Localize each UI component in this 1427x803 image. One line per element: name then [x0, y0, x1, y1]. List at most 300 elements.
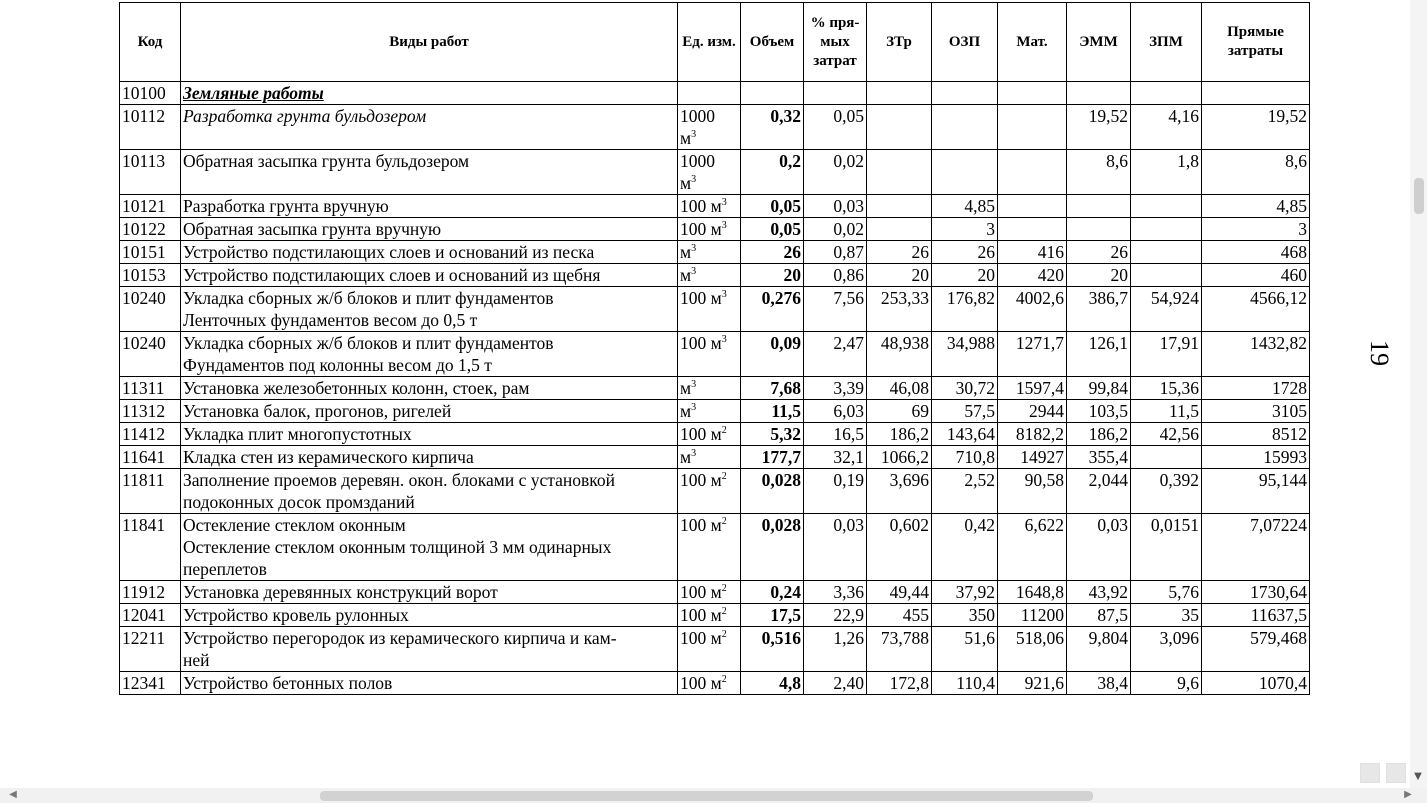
row-unit-measure: 100 м: [680, 515, 722, 535]
row-name-line: Разработка грунта вручную: [183, 196, 389, 216]
row-emm: 99,84: [1067, 377, 1131, 400]
row-unit-measure: 100 м: [680, 582, 722, 602]
row-unit: [678, 195, 741, 218]
row-direct: 3: [1202, 218, 1310, 241]
row-name-line: Установка деревянных конструкций ворот: [183, 582, 498, 602]
table-row: [120, 469, 1310, 514]
row-ozp: 143,64: [932, 423, 998, 446]
row-name-line: Обратная засыпка грунта бульдозером: [183, 151, 470, 171]
row-ozp: 350: [932, 604, 998, 627]
row-ozp: 20: [932, 264, 998, 287]
chevron-down-icon[interactable]: ▼: [1414, 771, 1422, 782]
row-zpm: 5,76: [1131, 581, 1202, 604]
header-unit: Ед. изм.: [678, 3, 741, 82]
row-ozp: 2,52: [932, 469, 998, 514]
row-unit-measure: м: [680, 242, 692, 262]
row-name: [181, 672, 678, 695]
row-pct: 0,03: [804, 514, 867, 581]
row-unit-measure: 100 м: [680, 605, 722, 625]
row-ztr: 1066,2: [867, 446, 932, 469]
table-row: [120, 105, 1310, 150]
page-nav-button-right[interactable]: [1386, 763, 1406, 783]
row-emm: 19,52: [1067, 105, 1131, 150]
row-emm: [1067, 195, 1131, 218]
row-unit-power: 3: [721, 289, 727, 301]
row-name-line: Обратная засыпка грунта вручную: [183, 219, 442, 239]
row-code: 10240: [120, 287, 181, 332]
row-ztr: 3,696: [867, 469, 932, 514]
row-direct: 4566,12: [1202, 287, 1310, 332]
row-ztr: [867, 195, 932, 218]
row-direct: 8,6: [1202, 150, 1310, 195]
row-unit: [678, 469, 741, 514]
row-name: [181, 514, 678, 581]
row-name-line: Заполнение проемов деревян. окон. блоками с установкой: [183, 470, 616, 490]
header-ozp: ОЗП: [932, 3, 998, 82]
row-unit: [678, 105, 741, 150]
row-zpm: 3,096: [1131, 627, 1202, 672]
row-unit-power: 3: [721, 334, 727, 346]
vertical-scrollbar[interactable]: [1410, 0, 1427, 788]
row-unit-power: 3: [691, 243, 697, 255]
row-volume: 0,028: [741, 514, 804, 581]
row-code: 10121: [120, 195, 181, 218]
table-row: [120, 446, 1310, 469]
row-direct: 3105: [1202, 400, 1310, 423]
row-code: 11312: [120, 400, 181, 423]
row-name-line-2: подоконных досок промзданий: [183, 492, 415, 512]
table-header-row: [120, 3, 1310, 82]
row-code: 10240: [120, 332, 181, 377]
row-unit-measure: 100 м: [680, 333, 722, 353]
row-volume: 17,5: [741, 604, 804, 627]
row-name-line-2: Фундаментов под колонны весом до 1,5 т: [183, 355, 492, 375]
row-mat: 518,06: [998, 627, 1067, 672]
row-ztr: 172,8: [867, 672, 932, 695]
row-emm: 20: [1067, 264, 1131, 287]
row-direct: 15993: [1202, 446, 1310, 469]
row-volume: 0,028: [741, 469, 804, 514]
row-zpm: 35: [1131, 604, 1202, 627]
row-direct: 19,52: [1202, 105, 1310, 150]
table-row: [120, 150, 1310, 195]
row-ozp: 57,5: [932, 400, 998, 423]
row-mat: 4002,6: [998, 287, 1067, 332]
row-ozp: [932, 150, 998, 195]
header-direct: Прямые затраты: [1202, 3, 1310, 82]
row-name: [181, 423, 678, 446]
row-unit: [678, 423, 741, 446]
row-name-line: Устройство бетонных полов: [183, 673, 393, 693]
row-name: [181, 377, 678, 400]
row-unit-power: 2: [721, 606, 727, 618]
row-volume: 4,8: [741, 672, 804, 695]
row-unit: [678, 672, 741, 695]
row-unit-power: 3: [691, 402, 697, 414]
header-mat: Мат.: [998, 3, 1067, 82]
row-ztr: 49,44: [867, 581, 932, 604]
row-unit-power: 2: [721, 583, 727, 595]
row-name: [181, 446, 678, 469]
row-unit: [678, 581, 741, 604]
row-emm: 386,7: [1067, 287, 1131, 332]
row-name-line-2: Ленточных фундаментов весом до 0,5 т: [183, 310, 478, 330]
row-ozp: 51,6: [932, 627, 998, 672]
row-mat: 11200: [998, 604, 1067, 627]
row-ozp: 4,85: [932, 195, 998, 218]
row-unit-measure: 100 м: [680, 424, 722, 444]
row-emm: 0,03: [1067, 514, 1131, 581]
row-name-line-2: Остекление стеклом оконным толщиной 3 мм одинарных переплетов: [183, 537, 612, 579]
row-name: [181, 332, 678, 377]
row-name: [181, 105, 678, 150]
row-unit: [678, 264, 741, 287]
row-pct: 32,1: [804, 446, 867, 469]
row-zpm: 42,56: [1131, 423, 1202, 446]
row-emm: [1067, 218, 1131, 241]
row-pct: 22,9: [804, 604, 867, 627]
row-emm: 43,92: [1067, 581, 1131, 604]
row-pct: 1,26: [804, 627, 867, 672]
row-emm: 126,1: [1067, 332, 1131, 377]
table-body: [120, 82, 1310, 695]
row-direct: 1070,4: [1202, 672, 1310, 695]
row-mat: 6,622: [998, 514, 1067, 581]
row-ozp: 30,72: [932, 377, 998, 400]
row-unit: [678, 604, 741, 627]
row-ztr: 0,602: [867, 514, 932, 581]
row-name: [181, 264, 678, 287]
header-ztr: ЗТр: [867, 3, 932, 82]
row-zpm: 4,16: [1131, 105, 1202, 150]
row-unit-power: 3: [691, 129, 697, 141]
row-unit: [678, 446, 741, 469]
header-zpm: ЗПМ: [1131, 3, 1202, 82]
row-volume: 0,276: [741, 287, 804, 332]
row-unit: [678, 332, 741, 377]
row-name: [181, 627, 678, 672]
row-zpm: 0,392: [1131, 469, 1202, 514]
row-code: 12211: [120, 627, 181, 672]
row-name: [181, 241, 678, 264]
row-direct: 460: [1202, 264, 1310, 287]
row-ozp: 34,988: [932, 332, 998, 377]
row-pct: 2,40: [804, 672, 867, 695]
row-direct: 1728: [1202, 377, 1310, 400]
row-pct: 0,03: [804, 195, 867, 218]
row-pct: 3,39: [804, 377, 867, 400]
chevron-left-icon[interactable]: ◀: [9, 789, 17, 800]
row-name: [181, 581, 678, 604]
row-name-line-2: ней: [183, 650, 210, 670]
row-unit: [678, 287, 741, 332]
row-ozp: 3: [932, 218, 998, 241]
row-ozp: 37,92: [932, 581, 998, 604]
header-name: Виды работ: [181, 3, 678, 82]
row-zpm: [1131, 241, 1202, 264]
row-direct: 8512: [1202, 423, 1310, 446]
table-row: [120, 332, 1310, 377]
table-row: [120, 604, 1310, 627]
row-volume: 26: [741, 241, 804, 264]
row-direct: 1730,64: [1202, 581, 1310, 604]
row-name-line: Установка балок, прогонов, ригелей: [183, 401, 452, 421]
table-row: [120, 627, 1310, 672]
row-pct: 3,36: [804, 581, 867, 604]
row-volume: 0,05: [741, 218, 804, 241]
row-code: 12341: [120, 672, 181, 695]
row-name-line: Остекление стеклом оконным: [183, 515, 406, 535]
table-row: [120, 514, 1310, 581]
row-volume: 0,516: [741, 627, 804, 672]
page-nav-button-left[interactable]: [1360, 763, 1380, 783]
estimate-table: [119, 2, 1310, 695]
row-pct: 0,87: [804, 241, 867, 264]
row-pct: 0,19: [804, 469, 867, 514]
row-unit: [678, 627, 741, 672]
row-name-line: Разработка грунта бульдозером: [183, 106, 427, 126]
row-unit: [678, 400, 741, 423]
row-mat: 90,58: [998, 469, 1067, 514]
row-unit-power: 2: [721, 674, 727, 686]
table-row: [120, 287, 1310, 332]
row-unit-measure: м: [680, 265, 692, 285]
row-unit-measure: м: [680, 173, 692, 193]
row-code: 11841: [120, 514, 181, 581]
row-zpm: 0,0151: [1131, 514, 1202, 581]
row-unit-power: 3: [691, 174, 697, 186]
row-unit-measure: 100 м: [680, 219, 722, 239]
row-unit-measure: 100 м: [680, 470, 722, 490]
row-emm: 2,044: [1067, 469, 1131, 514]
horizontal-scroll-thumb[interactable]: [320, 791, 1093, 801]
row-ztr: [867, 150, 932, 195]
row-ozp: 710,8: [932, 446, 998, 469]
row-unit-power: 3: [691, 379, 697, 391]
header-emm: ЭММ: [1067, 3, 1131, 82]
row-ztr: 73,788: [867, 627, 932, 672]
row-unit-measure: 100 м: [680, 628, 722, 648]
row-mat: [998, 105, 1067, 150]
row-unit-power: 2: [721, 516, 727, 528]
row-code: 10122: [120, 218, 181, 241]
row-volume: 0,24: [741, 581, 804, 604]
row-mat: 1648,8: [998, 581, 1067, 604]
row-mat: 420: [998, 264, 1067, 287]
row-mat: 2944: [998, 400, 1067, 423]
row-pct: 7,56: [804, 287, 867, 332]
row-volume: 0,09: [741, 332, 804, 377]
table-row: [120, 400, 1310, 423]
row-name-line: Устройство подстилающих слоев и оснований из песка: [183, 242, 595, 262]
row-volume: 11,5: [741, 400, 804, 423]
row-name: [181, 400, 678, 423]
section-title: Земляные работы: [181, 82, 678, 105]
row-unit: [678, 241, 741, 264]
row-pct: 6,03: [804, 400, 867, 423]
row-unit: [678, 514, 741, 581]
row-emm: 87,5: [1067, 604, 1131, 627]
row-zpm: 17,91: [1131, 332, 1202, 377]
row-name-line: Устройство подстилающих слоев и оснований из щебня: [183, 265, 601, 285]
row-zpm: 1,8: [1131, 150, 1202, 195]
row-code: 10113: [120, 150, 181, 195]
table-row: [120, 377, 1310, 400]
row-pct: 2,47: [804, 332, 867, 377]
row-direct: 468: [1202, 241, 1310, 264]
row-name: [181, 604, 678, 627]
row-code: 11641: [120, 446, 181, 469]
row-code: 11412: [120, 423, 181, 446]
row-pct: 0,02: [804, 150, 867, 195]
row-zpm: [1131, 195, 1202, 218]
row-code: 10112: [120, 105, 181, 150]
row-name: [181, 150, 678, 195]
row-pct: 0,05: [804, 105, 867, 150]
row-direct: 4,85: [1202, 195, 1310, 218]
vertical-scroll-thumb[interactable]: [1414, 178, 1424, 214]
row-unit-quantity: 1000: [680, 106, 715, 126]
row-name: [181, 287, 678, 332]
row-code: 10151: [120, 241, 181, 264]
row-pct: 0,86: [804, 264, 867, 287]
row-zpm: 11,5: [1131, 400, 1202, 423]
table-row: [120, 672, 1310, 695]
row-name-line: Укладка сборных ж/б блоков и плит фундаментов: [183, 333, 554, 353]
page-number: 19: [1365, 340, 1394, 366]
row-code: 10153: [120, 264, 181, 287]
row-emm: 103,5: [1067, 400, 1131, 423]
row-unit-power: 3: [691, 448, 697, 460]
row-name-line: Кладка стен из керамического кирпича: [183, 447, 474, 467]
row-zpm: [1131, 218, 1202, 241]
row-mat: 921,6: [998, 672, 1067, 695]
table-row: [120, 423, 1310, 446]
row-unit-measure: 100 м: [680, 673, 722, 693]
row-name: [181, 195, 678, 218]
row-volume: 5,32: [741, 423, 804, 446]
row-unit: [678, 377, 741, 400]
row-code: 11811: [120, 469, 181, 514]
row-emm: 8,6: [1067, 150, 1131, 195]
row-unit-measure: м: [680, 447, 692, 467]
row-mat: 8182,2: [998, 423, 1067, 446]
row-emm: 9,804: [1067, 627, 1131, 672]
row-mat: [998, 195, 1067, 218]
table-row: [120, 264, 1310, 287]
row-name-line: Укладка плит многопустотных: [183, 424, 412, 444]
row-unit-measure: 100 м: [680, 196, 722, 216]
row-code: 11912: [120, 581, 181, 604]
row-unit-power: 3: [691, 266, 697, 278]
row-zpm: 9,6: [1131, 672, 1202, 695]
row-direct: 11637,5: [1202, 604, 1310, 627]
row-ztr: 48,938: [867, 332, 932, 377]
row-direct: 579,468: [1202, 627, 1310, 672]
row-direct: 95,144: [1202, 469, 1310, 514]
row-volume: 177,7: [741, 446, 804, 469]
table-row: [120, 195, 1310, 218]
row-volume: 0,05: [741, 195, 804, 218]
header-volume: Объем: [741, 3, 804, 82]
header-code: Код: [120, 3, 181, 82]
row-unit-quantity: 1000: [680, 151, 715, 171]
row-unit-power: 2: [721, 471, 727, 483]
row-ztr: 20: [867, 264, 932, 287]
row-volume: 7,68: [741, 377, 804, 400]
row-unit: [678, 150, 741, 195]
row-direct: 1432,82: [1202, 332, 1310, 377]
row-ztr: 26: [867, 241, 932, 264]
row-zpm: [1131, 264, 1202, 287]
row-mat: 1271,7: [998, 332, 1067, 377]
row-unit-measure: м: [680, 378, 692, 398]
row-pct: 16,5: [804, 423, 867, 446]
row-emm: 186,2: [1067, 423, 1131, 446]
row-ztr: 69: [867, 400, 932, 423]
row-ozp: [932, 105, 998, 150]
section-row: [120, 82, 1310, 105]
table-row: [120, 218, 1310, 241]
row-name-line: Установка железобетонных колонн, стоек, рам: [183, 378, 530, 398]
row-zpm: 54,924: [1131, 287, 1202, 332]
row-volume: 0,32: [741, 105, 804, 150]
row-name-line: Устройство кровель рулонных: [183, 605, 409, 625]
row-unit-measure: м: [680, 128, 692, 148]
row-ozp: 176,82: [932, 287, 998, 332]
corner-controls: [1360, 763, 1406, 783]
row-ztr: 253,33: [867, 287, 932, 332]
row-mat: [998, 218, 1067, 241]
row-ozp: 0,42: [932, 514, 998, 581]
row-ozp: 26: [932, 241, 998, 264]
row-unit-power: 2: [721, 629, 727, 641]
row-name-line: Укладка сборных ж/б блоков и плит фундаментов: [183, 288, 554, 308]
row-ztr: 186,2: [867, 423, 932, 446]
row-name: [181, 218, 678, 241]
row-unit-measure: м: [680, 401, 692, 421]
chevron-right-icon[interactable]: ▶: [1404, 789, 1412, 800]
row-name: [181, 469, 678, 514]
header-pct: % пря-мых затрат: [804, 3, 867, 82]
row-emm: 355,4: [1067, 446, 1131, 469]
row-ozp: 110,4: [932, 672, 998, 695]
row-emm: 38,4: [1067, 672, 1131, 695]
row-ztr: [867, 218, 932, 241]
row-volume: 20: [741, 264, 804, 287]
section-code: 10100: [120, 82, 181, 105]
row-zpm: 15,36: [1131, 377, 1202, 400]
row-mat: 14927: [998, 446, 1067, 469]
table-row: [120, 581, 1310, 604]
row-unit-power: 3: [721, 220, 727, 232]
row-mat: 416: [998, 241, 1067, 264]
row-mat: 1597,4: [998, 377, 1067, 400]
row-emm: 26: [1067, 241, 1131, 264]
row-name-line: Устройство перегородок из керамического кирпича и кам-: [183, 628, 617, 648]
row-zpm: [1131, 446, 1202, 469]
row-code: 11311: [120, 377, 181, 400]
row-direct: 7,07224: [1202, 514, 1310, 581]
row-volume: 0,2: [741, 150, 804, 195]
row-pct: 0,02: [804, 218, 867, 241]
table-row: [120, 241, 1310, 264]
row-ztr: [867, 105, 932, 150]
row-unit-power: 3: [721, 197, 727, 209]
row-mat: [998, 150, 1067, 195]
row-ztr: 46,08: [867, 377, 932, 400]
horizontal-scrollbar[interactable]: [0, 788, 1427, 803]
